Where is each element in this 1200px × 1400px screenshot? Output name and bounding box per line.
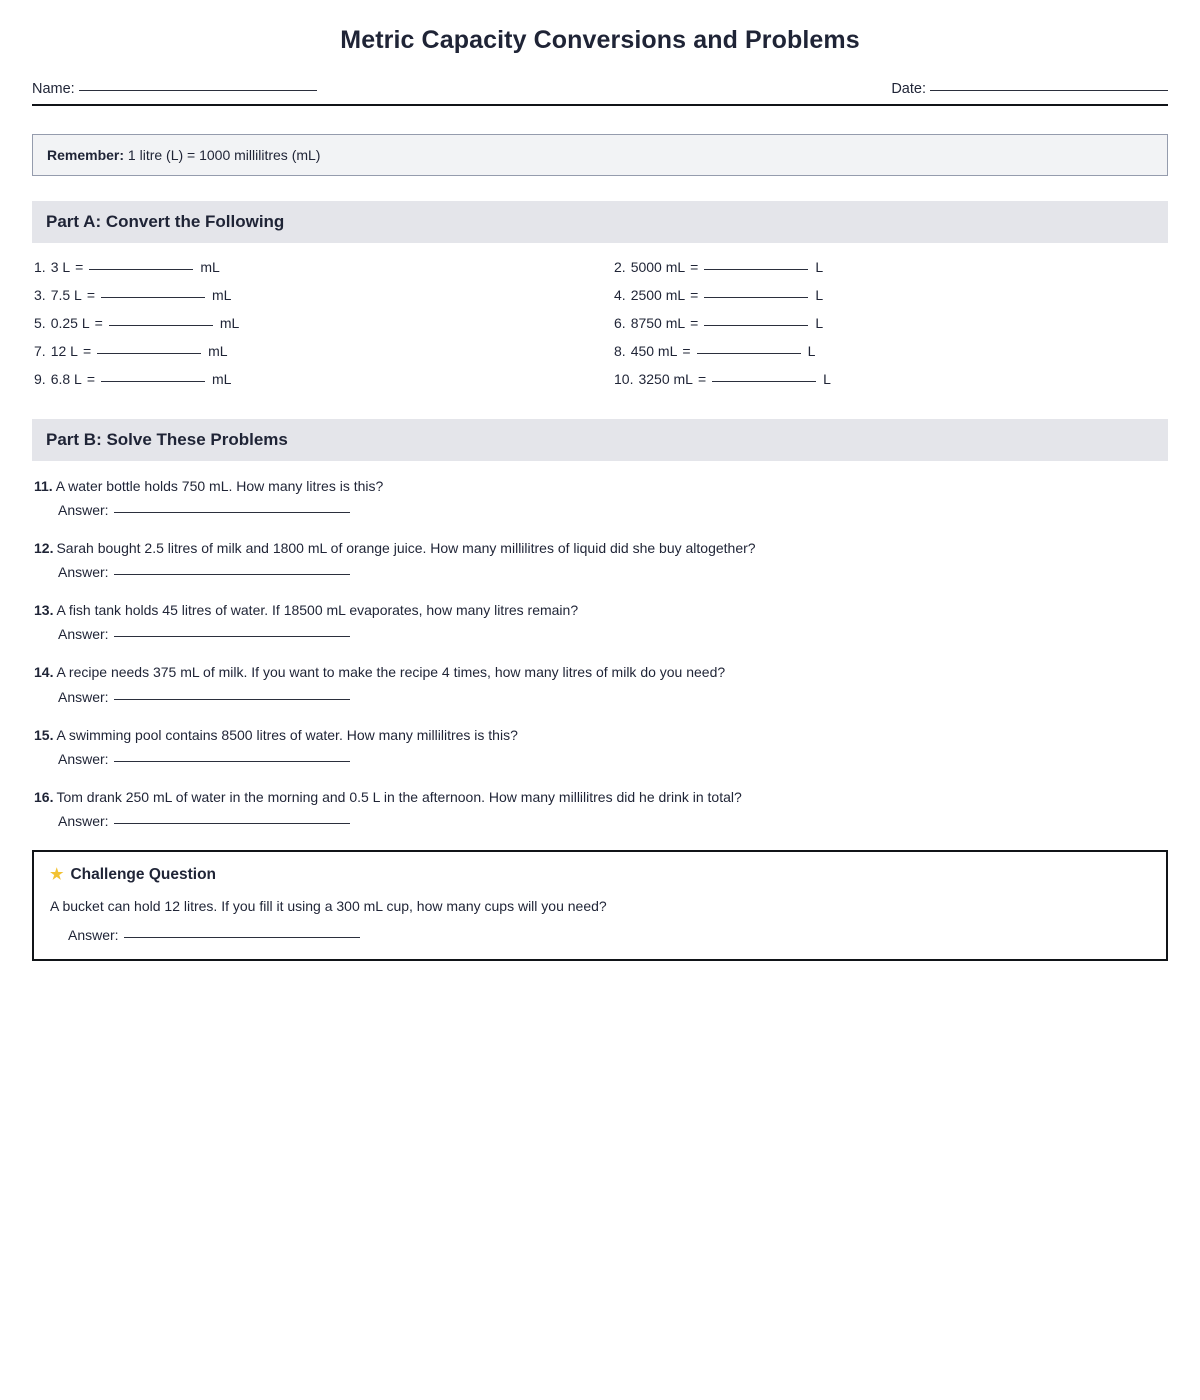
- conversion-answer-line[interactable]: [101, 297, 205, 298]
- conversion-answer-line[interactable]: [704, 325, 808, 326]
- answer-row: [32, 813, 1168, 829]
- name-label: Name:: [32, 80, 75, 97]
- equals-sign: =: [690, 314, 699, 331]
- conversion-answer-line[interactable]: [89, 269, 193, 270]
- answer-write-line[interactable]: [114, 761, 350, 762]
- problem-body: A fish tank holds 45 litres of water. If 18500 mL evaporates, how many litres remain?: [56, 602, 579, 619]
- answer-row: [32, 626, 1168, 642]
- answer-row: [32, 502, 1168, 518]
- problem-body: A swimming pool contains 8500 litres of water. How many millilitres is this?: [56, 726, 518, 743]
- conversion-from-value: 0.25 L: [50, 314, 90, 331]
- answer-write-line[interactable]: [114, 512, 350, 513]
- conversion-from-value: 7.5 L: [50, 286, 82, 303]
- remember-label: Remember:: [47, 146, 125, 163]
- answer-row: [32, 689, 1168, 705]
- name-write-line[interactable]: [79, 90, 317, 91]
- equals-sign: =: [82, 342, 92, 359]
- name-field[interactable]: [32, 81, 317, 97]
- name-date-row: [32, 81, 1168, 103]
- conversion-number: 5.: [34, 314, 46, 331]
- section-header-part-a: Part A: Convert the Following: [32, 201, 1168, 243]
- problem-statement: [32, 788, 1168, 806]
- conversion-answer-line[interactable]: [109, 325, 213, 326]
- answer-row: [32, 751, 1168, 767]
- conversion-answer-line[interactable]: [97, 353, 201, 354]
- conversion-to-unit: mL: [212, 370, 232, 387]
- conversion-to-unit: mL: [200, 258, 220, 275]
- answer-write-line[interactable]: [114, 823, 350, 824]
- conversion-to-unit: mL: [208, 342, 228, 359]
- answer-write-line[interactable]: [114, 699, 350, 700]
- equals-sign: =: [86, 370, 96, 387]
- conversion-number: 7.: [34, 342, 46, 359]
- conversion-number: 3.: [34, 286, 46, 303]
- conversion-from-value: 6.8 L: [50, 370, 82, 387]
- answer-label: Answer:: [58, 626, 109, 643]
- conversion-item: [32, 315, 612, 343]
- answer-write-line[interactable]: [114, 636, 350, 637]
- conversion-item: [32, 287, 612, 315]
- remember-text: 1 litre (L) = 1000 millilitres (mL): [124, 146, 321, 163]
- conversion-from-value: 8750 mL: [630, 314, 686, 331]
- conversion-to-unit: L: [807, 342, 816, 359]
- header-divider: [32, 104, 1168, 106]
- conversion-from-value: 450 mL: [630, 342, 678, 359]
- conversion-number: 9.: [34, 370, 46, 387]
- conversion-number: 2.: [614, 258, 626, 275]
- challenge-statement: A bucket can hold 12 litres. If you fill it using a 300 mL cup, how many cups will you need?: [50, 897, 607, 914]
- conversion-item: [612, 343, 1168, 371]
- conversion-number: 10.: [614, 370, 634, 387]
- equals-sign: =: [690, 258, 699, 275]
- problem-body: Sarah bought 2.5 litres of milk and 1800 mL of orange juice. How many millilitres of liquid did she buy altogether?: [56, 539, 756, 556]
- conversion-from-value: 2500 mL: [630, 286, 686, 303]
- star-icon: ★: [50, 866, 64, 884]
- problem-statement: [32, 726, 1168, 744]
- problem-number: 15.: [34, 726, 54, 743]
- conversion-item: [612, 259, 1168, 287]
- conversion-to-unit: L: [815, 286, 824, 303]
- conversion-to-unit: L: [815, 314, 824, 331]
- conversion-answer-line[interactable]: [704, 269, 808, 270]
- equals-sign: =: [94, 314, 103, 331]
- date-field[interactable]: [891, 81, 1168, 97]
- conversion-from-value: 3250 mL: [638, 370, 693, 387]
- problem-number: 11.: [34, 477, 53, 494]
- problem-number: 13.: [34, 602, 54, 619]
- answer-label: Answer:: [58, 688, 109, 705]
- conversion-item: [612, 315, 1168, 343]
- conversion-item: [32, 343, 612, 371]
- conversion-number: 6.: [614, 314, 626, 331]
- problem-number: 16.: [34, 788, 54, 805]
- equals-sign: =: [86, 286, 96, 303]
- page-title: Metric Capacity Conversions and Problems: [340, 26, 860, 54]
- problem-item: [32, 539, 1168, 580]
- problem-item: [32, 477, 1168, 518]
- problem-number: 14.: [34, 664, 54, 681]
- conversion-item: [32, 371, 612, 399]
- problem-body: A water bottle holds 750 mL. How many litres is this?: [55, 477, 384, 494]
- challenge-question-box: [32, 850, 1168, 961]
- answer-label: Answer:: [58, 812, 109, 829]
- conversion-from-value: 3 L: [50, 258, 71, 275]
- equals-sign: =: [697, 370, 707, 387]
- conversion-number: 4.: [614, 286, 626, 303]
- answer-label: Answer:: [58, 750, 109, 767]
- answer-label: Answer:: [58, 501, 109, 518]
- conversion-number: 1.: [34, 258, 46, 275]
- challenge-answer-row: [50, 927, 1150, 943]
- answer-write-line[interactable]: [114, 574, 350, 575]
- conversion-answer-line[interactable]: [712, 381, 816, 382]
- conversion-item: [32, 259, 612, 287]
- answer-label: Answer:: [58, 564, 109, 581]
- equals-sign: =: [75, 258, 84, 275]
- challenge-heading-row: [50, 866, 1150, 884]
- problem-item: [32, 601, 1168, 642]
- problem-statement: [32, 601, 1168, 619]
- problem-number: 12.: [34, 539, 54, 556]
- problem-item: [32, 788, 1168, 829]
- conversion-answer-line[interactable]: [101, 381, 205, 382]
- date-write-line[interactable]: [930, 90, 1168, 91]
- equals-sign: =: [690, 286, 699, 303]
- conversion-to-unit: mL: [212, 286, 232, 303]
- date-label: Date:: [891, 80, 926, 97]
- answer-row: [32, 564, 1168, 580]
- conversion-to-unit: L: [815, 258, 824, 275]
- part-b-problem-list: [32, 477, 1168, 829]
- problem-item: [32, 663, 1168, 704]
- problem-statement: [32, 539, 1168, 557]
- part-a-conversion-grid: [32, 259, 1168, 399]
- challenge-answer-write-line[interactable]: [124, 937, 360, 938]
- conversion-answer-line[interactable]: [704, 297, 808, 298]
- conversion-from-value: 12 L: [50, 342, 78, 359]
- conversion-item: [612, 371, 1168, 399]
- conversion-item: [612, 287, 1168, 315]
- problem-body: Tom drank 250 mL of water in the morning and 0.5 L in the afternoon. How many millilitres did he drink in total?: [56, 788, 742, 805]
- equals-sign: =: [682, 342, 691, 359]
- remember-callout: [32, 134, 1168, 176]
- problem-statement: [32, 663, 1168, 681]
- conversion-answer-line[interactable]: [697, 353, 801, 354]
- problem-body: A recipe needs 375 mL of milk. If you want to make the recipe 4 times, how many litres of milk do you need?: [56, 664, 726, 681]
- section-header-part-b: Part B: Solve These Problems: [32, 419, 1168, 461]
- conversion-to-unit: mL: [219, 314, 240, 331]
- conversion-to-unit: L: [823, 370, 831, 387]
- problem-item: [32, 726, 1168, 767]
- conversion-number: 8.: [614, 342, 626, 359]
- answer-label: Answer:: [68, 927, 119, 944]
- conversion-from-value: 5000 mL: [630, 258, 686, 275]
- problem-statement: [32, 477, 1168, 495]
- challenge-heading: Challenge Question: [70, 865, 217, 883]
